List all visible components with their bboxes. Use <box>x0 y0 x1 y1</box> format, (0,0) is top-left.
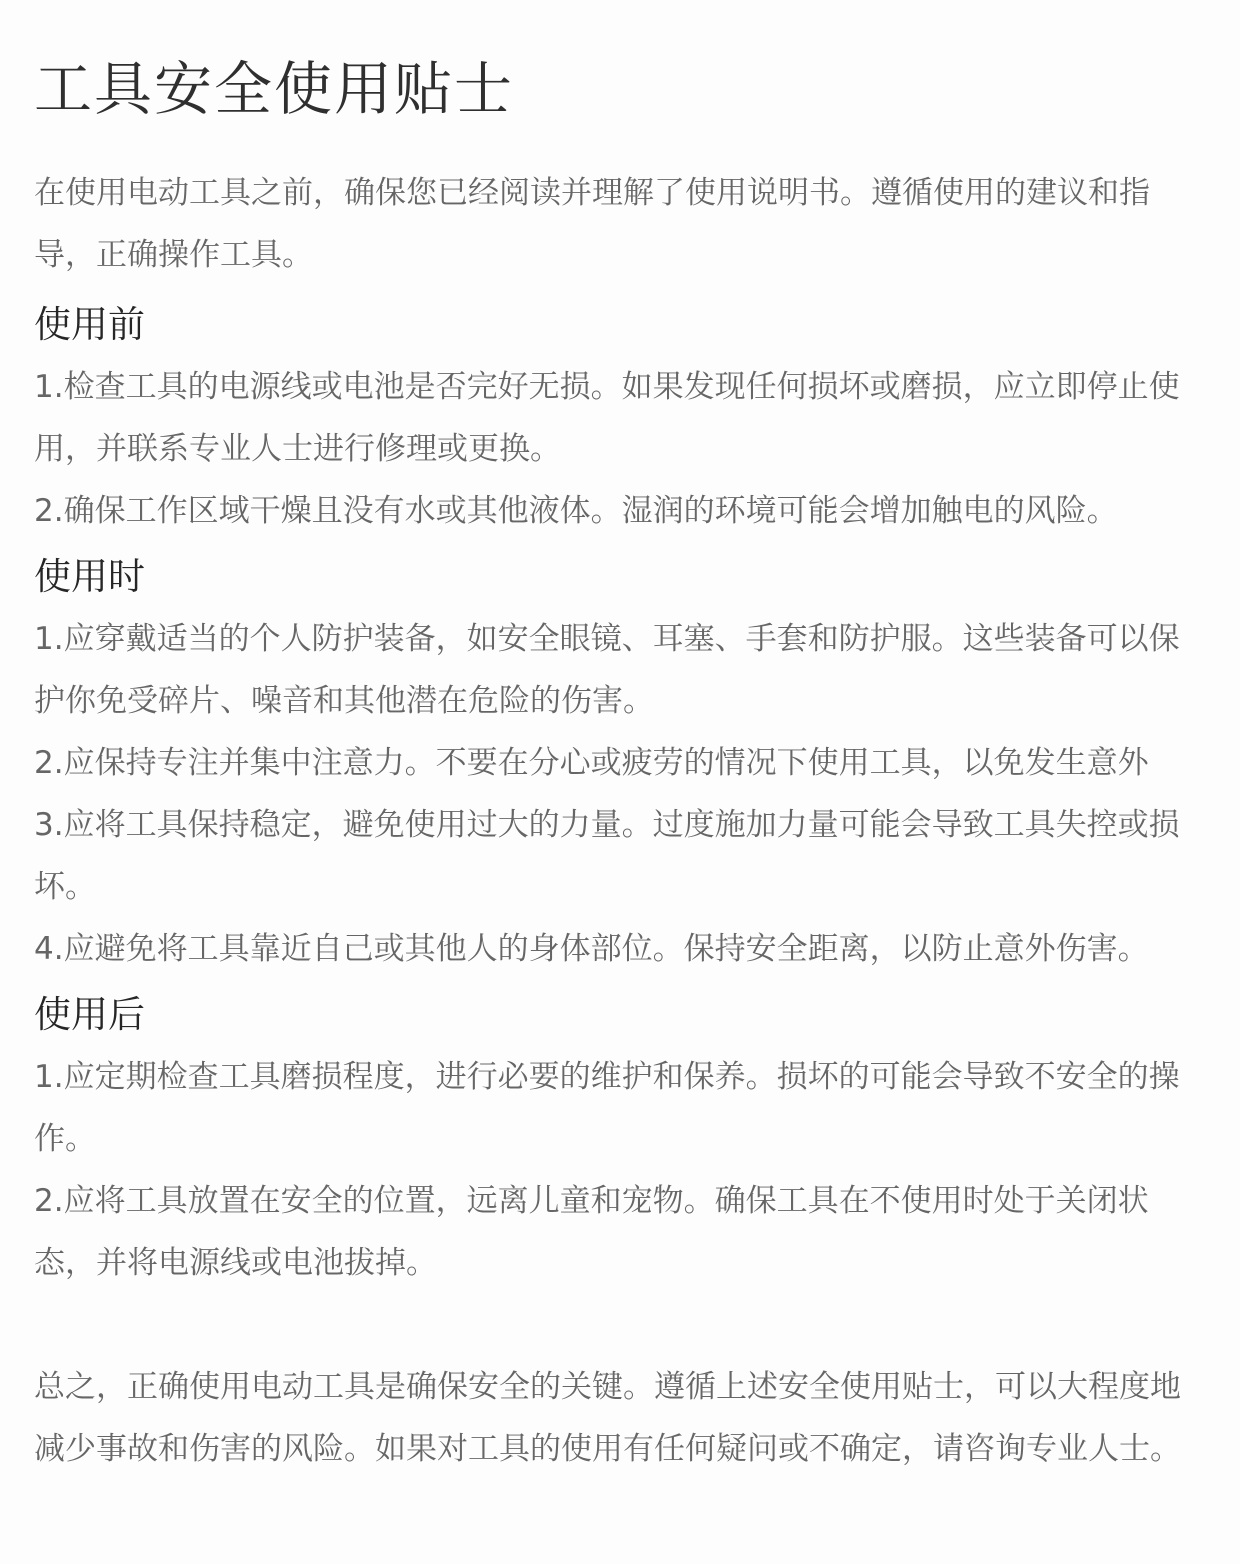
list-item: 2.确保工作区域干燥且没有水或其他液体。湿润的环境可能会增加触电的风险。 <box>34 493 1118 529</box>
list-item: 1.检查工具的电源线或电池是否完好无损。如果发现任何损坏或磨损，应立即停止使用，并联系专业人士进行修理或更换。 <box>34 369 1180 467</box>
list-item: 2.应保持专注并集中注意力。不要在分心或疲劳的情况下使用工具，以免发生意外 <box>34 745 1149 781</box>
section-heading-after-use: 使用后 <box>34 993 145 1036</box>
section-before-use <box>34 294 1206 542</box>
list-item: 1.应定期检查工具磨损程度，进行必要的维护和保养。损坏的可能会导致不安全的操作。 <box>34 1059 1180 1157</box>
section-heading-before-use: 使用前 <box>34 303 145 346</box>
intro-paragraph: 在使用电动工具之前，确保您已经阅读并理解了使用说明书。遵循使用的建议和指导，正确操作工具。 <box>34 175 1150 273</box>
list-item: 3.应将工具保持稳定，避免使用过大的力量。过度施加力量可能会导致工具失控或损坏。 <box>34 807 1180 905</box>
summary-paragraph: 总之，正确使用电动工具是确保安全的关键。遵循上述安全使用贴士，可以大程度地减少事故和伤害的风险。如果对工具的使用有任何疑问或不确定，请咨询专业人士。 <box>34 1369 1181 1467</box>
list-item: 1.应穿戴适当的个人防护装备，如安全眼镜、耳塞、手套和防护服。这些装备可以保护你免受碎片、噪音和其他潜在危险的伤害。 <box>34 621 1180 719</box>
section-during-use <box>34 546 1206 980</box>
section-heading-during-use: 使用时 <box>34 555 145 598</box>
list-item: 2.应将工具放置在安全的位置，远离儿童和宠物。确保工具在不使用时处于关闭状态，并将电源线或电池拔掉。 <box>34 1183 1149 1281</box>
page-title: 工具安全使用贴士 <box>34 55 515 123</box>
section-after-use <box>34 984 1206 1294</box>
list-item: 4.应避免将工具靠近自己或其他人的身体部位。保持安全距离，以防止意外伤害。 <box>34 931 1149 967</box>
